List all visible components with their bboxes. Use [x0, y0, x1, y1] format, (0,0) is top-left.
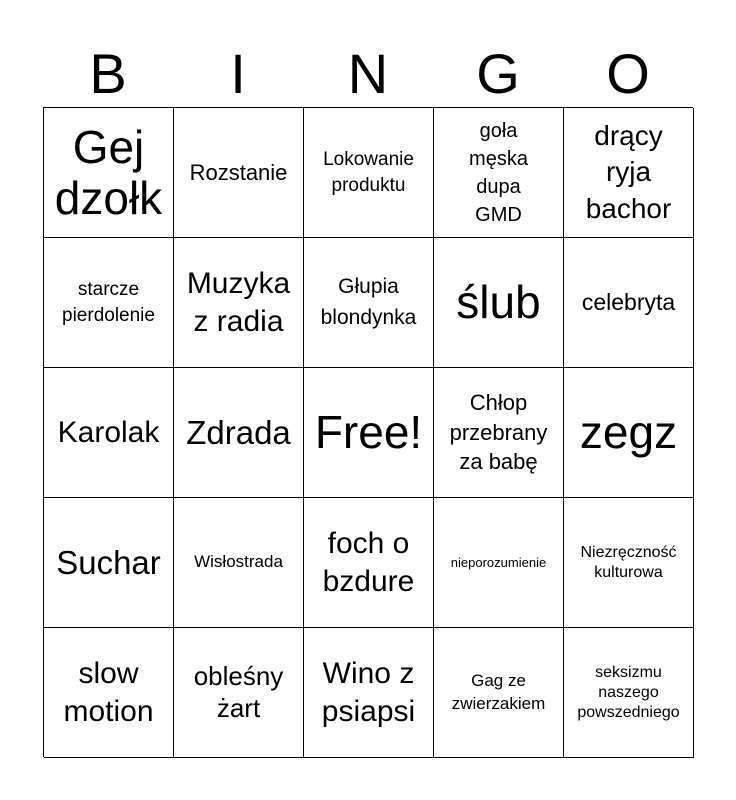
cell-text: zegz	[579, 406, 678, 459]
cell-text: Rozstanie	[189, 159, 288, 185]
bingo-header	[43, 40, 693, 108]
header-letter-b: B	[89, 42, 127, 105]
bingo-cell-r1c1[interactable]	[44, 108, 174, 238]
cell-text: Karolak	[57, 415, 160, 449]
bingo-cell-r3c3[interactable]	[304, 368, 434, 498]
bingo-cell-r2c5[interactable]	[564, 238, 694, 368]
cell-text: Wisłostrada	[194, 552, 283, 572]
bingo-cell-r5c1[interactable]	[44, 628, 174, 758]
cell-text: Głupia blondynka	[320, 275, 417, 329]
cell-text: Suchar	[56, 543, 161, 581]
bingo-cell-r5c4[interactable]	[434, 628, 564, 758]
bingo-cell-r5c3[interactable]	[304, 628, 434, 758]
header-letter-n: N	[347, 42, 389, 105]
cell-text: slow motion	[63, 657, 154, 728]
cell-text free-space: Free!	[314, 406, 423, 459]
bingo-cell-r2c4[interactable]	[434, 238, 564, 368]
bingo-cell-r1c5[interactable]	[564, 108, 694, 238]
cell-text: Muzyka z radia	[186, 267, 291, 338]
bingo-cell-r5c5[interactable]	[564, 628, 694, 758]
bingo-cell-r3c5[interactable]	[564, 368, 694, 498]
bingo-cell-r3c2[interactable]	[174, 368, 304, 498]
bingo-cell-r4c1[interactable]	[44, 498, 174, 628]
cell-text: goła męska dupa GMD	[469, 119, 528, 226]
bingo-cell-r1c4[interactable]	[434, 108, 564, 238]
bingo-cell-r2c2[interactable]	[174, 238, 304, 368]
header-letter-o: O	[606, 42, 650, 105]
cell-text: Gag ze zwierzakiem	[451, 670, 546, 713]
bingo-cell-r5c2[interactable]	[174, 628, 304, 758]
bingo-cell-r4c4[interactable]	[434, 498, 564, 628]
cell-text: obleśny żart	[193, 660, 284, 723]
cell-text: Zdrada	[186, 413, 291, 451]
bingo-cell-r4c2[interactable]	[174, 498, 304, 628]
cell-text: celebryta	[581, 288, 676, 315]
bingo-cell-r1c2[interactable]	[174, 108, 304, 238]
header-letter-i: I	[230, 42, 246, 105]
cell-text: starcze pierdolenie	[62, 278, 155, 326]
bingo-cell-r2c3[interactable]	[304, 238, 434, 368]
header-letter-g: G	[476, 42, 520, 105]
cell-text: ślub	[456, 276, 541, 329]
cell-text: Gej dzołk	[54, 120, 163, 224]
cell-text: foch o bzdure	[322, 527, 415, 598]
cell-text: Chłop przebrany za babę	[449, 389, 548, 475]
cell-text: Wino z psiapsi	[321, 657, 416, 728]
bingo-cell-r2c1[interactable]	[44, 238, 174, 368]
cell-text: drący ryja bachor	[585, 119, 672, 224]
cell-text: Niezręczność kulturowa	[580, 543, 677, 581]
cell-text: nieporozumienie	[450, 554, 547, 570]
bingo-cell-r3c4[interactable]	[434, 368, 564, 498]
cell-text: seksizmu naszego powszedniego	[577, 663, 680, 721]
bingo-cell-r1c3[interactable]	[304, 108, 434, 238]
bingo-board	[43, 107, 693, 757]
bingo-cell-r4c5[interactable]	[564, 498, 694, 628]
bingo-cell-r3c1[interactable]	[44, 368, 174, 498]
bingo-cell-r4c3[interactable]	[304, 498, 434, 628]
cell-text: Lokowanie produktu	[323, 148, 414, 196]
